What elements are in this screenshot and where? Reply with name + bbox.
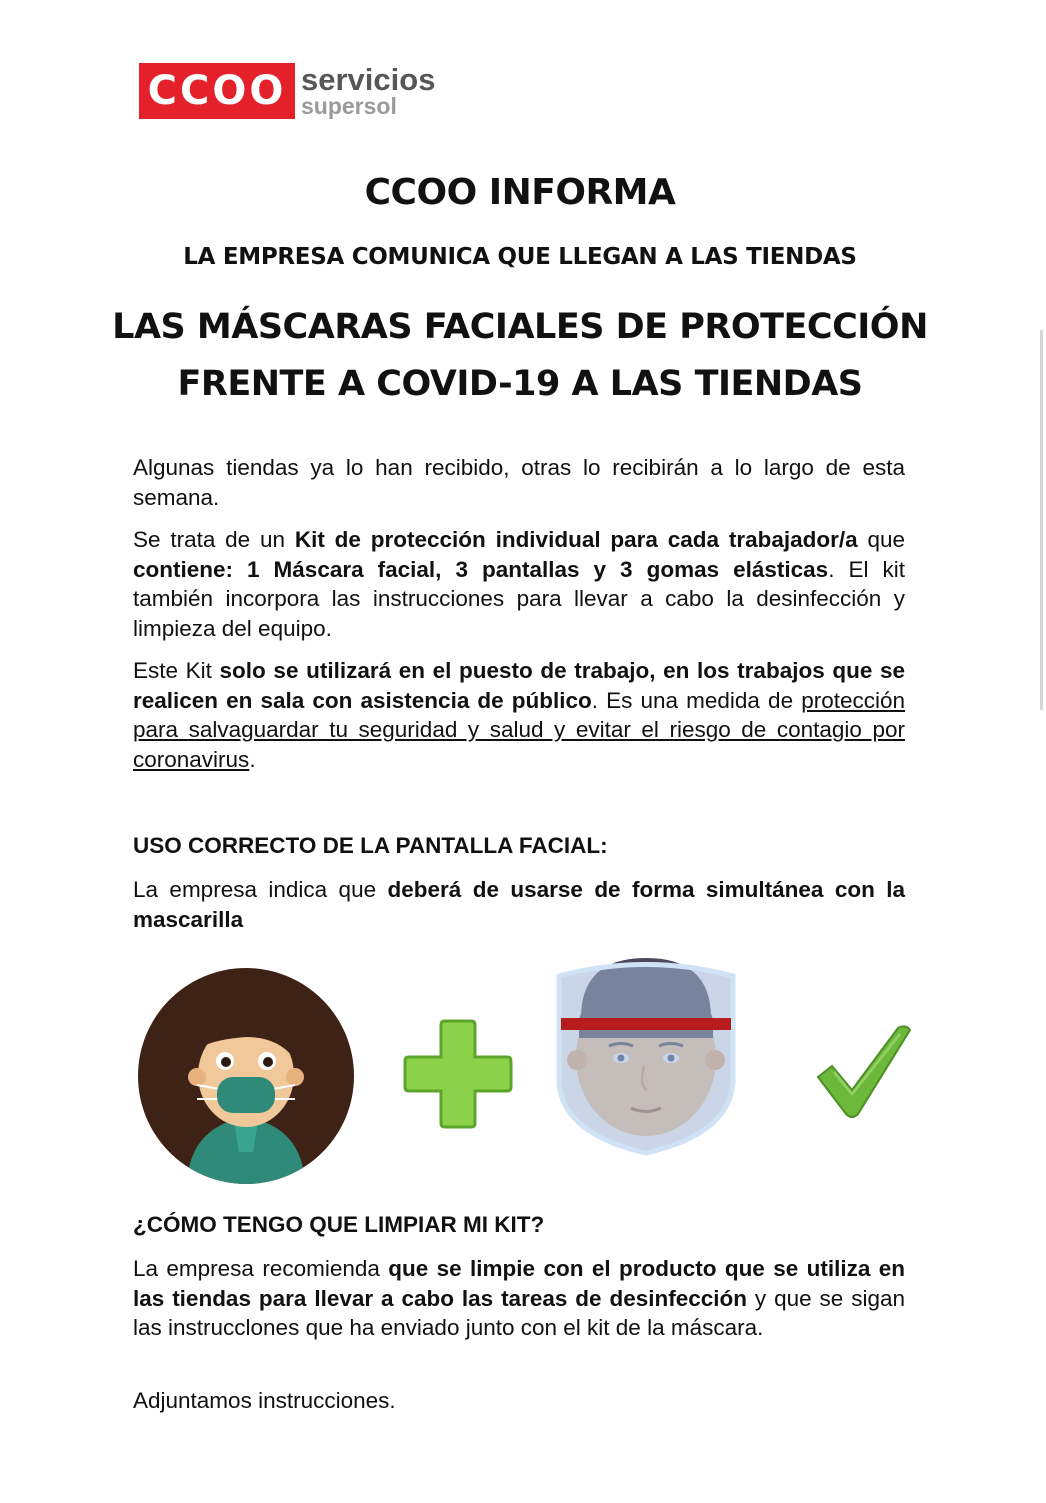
kit-bold-1: Kit de protección individual para cada trabajador/a	[294, 527, 858, 552]
limpiar-text-1: La empresa recomienda	[133, 1256, 389, 1281]
use-text-3: .	[249, 746, 256, 772]
page-subtitle: LA EMPRESA COMUNICA QUE LLEGAN A LAS TIENDAS	[183, 244, 857, 270]
closing-line: Adjuntamos instrucciones.	[133, 1388, 396, 1413]
kit-text-2: que	[857, 527, 905, 552]
headline-line-2: FRENTE A COVID-19 A LAS TIENDAS	[177, 364, 863, 404]
page-title: CCOO INFORMA	[364, 172, 676, 213]
section-uso-title: USO CORRECTO DE LA PANTALLA FACIAL:	[133, 833, 608, 858]
logo-supersol: supersol	[301, 93, 397, 119]
uso-bold: deberá de usarse de forma simultánea con la mascarilla	[133, 877, 906, 932]
intro-paragraph: Algunas tiendas ya lo han recibido, otras lo recibirán a lo largo de esta semana.	[133, 455, 905, 510]
use-bold: solo se utilizará en el puesto de trabajo, en los trabajos que se realicen en sala con asistencia de público	[133, 658, 905, 713]
ccoo-logo-mark	[139, 63, 295, 119]
page-edge-scrollbar	[1040, 330, 1043, 710]
ccoo-logo-text	[301, 63, 435, 118]
kit-bold-2: contiene: 1 Máscara facial, 3 pantallas y 3 gomas elásticas	[133, 556, 829, 582]
ccoo-logo-mark-text: CCOO	[147, 68, 287, 114]
section-uso-paragraph	[133, 875, 905, 934]
use-text-2: . Es una medida de	[591, 687, 802, 713]
use-underlined: protección para salvaguardar tu seguridad y salud y evitar el riesgo de contagio por coronavirus	[133, 687, 905, 772]
section-limpiar-title: ¿CÓMO TENGO QUE LIMPIAR MI KIT?	[133, 1212, 545, 1237]
use-paragraph	[133, 656, 905, 774]
kit-text-3: . El kit también incorpora las instrucciones para llevar a cabo la desinfección y limpieza del equipo.	[133, 556, 905, 641]
plus-icon	[403, 1019, 513, 1129]
kit-text-1: Se trata de un	[133, 527, 295, 552]
kit-paragraph	[133, 525, 905, 643]
logo-servicios: servicios	[301, 62, 436, 97]
limpiar-bold: que se limpie con el producto que se utiliza en las tiendas para llevar a cabo las tareas de desinfección	[133, 1256, 905, 1311]
headline-line-1: LAS MÁSCARAS FACIALES DE PROTECCIÓN	[112, 307, 928, 347]
face-shield-person-icon	[551, 948, 741, 1156]
uso-text: La empresa indica que	[133, 877, 388, 902]
use-text-1: Este Kit	[133, 658, 220, 683]
ccoo-logo	[139, 63, 435, 119]
limpiar-text-2: y que se sigan las instrucclones que ha enviado junto con el kit de la máscara.	[133, 1285, 905, 1340]
face-mask-person-icon	[137, 967, 355, 1185]
checkmark-icon	[814, 1022, 914, 1120]
section-limpiar-paragraph	[133, 1254, 905, 1343]
